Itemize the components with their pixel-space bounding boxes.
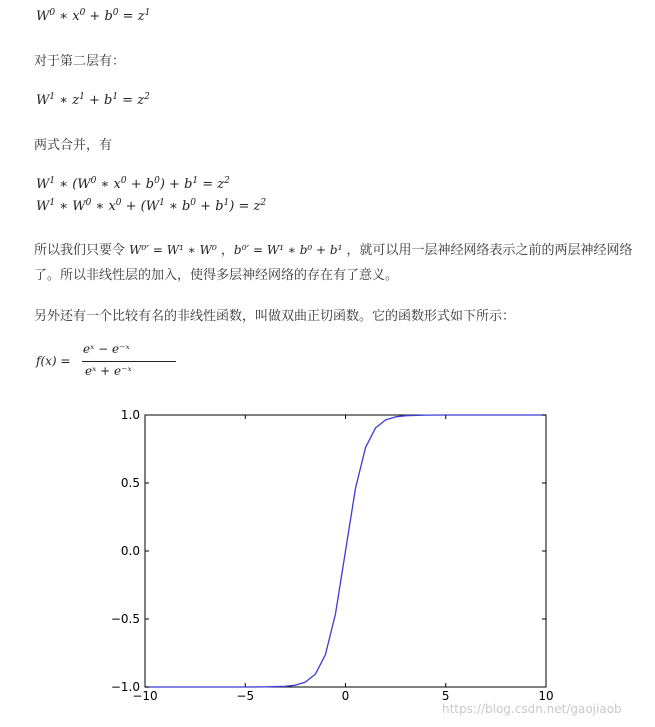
second-layer-text: 对于第二层有： bbox=[34, 54, 126, 69]
equation-layer1: $W^1$ ∗ $z^1 + b^1 = z^2$ bbox=[36, 92, 150, 108]
paragraph-tanh-intro: 另外还有一个比较有名的非线性函数，叫做双曲正切函数。它的函数形式如下所示： bbox=[34, 309, 516, 324]
formula-numerator: eˣ − e⁻ˣ bbox=[83, 342, 130, 356]
paragraph-merge-explanation: 所以我们只要令 W⁰′ = W¹ ∗ W⁰ ，b⁰′ = W¹ ∗ b⁰ + b¹ ，就可以用一层神经网络表示之前的两层神经网络了。所以非线性层的加入，使得多层神经网络的存在有了意义。 bbox=[34, 243, 633, 283]
x-tick-label: 5 bbox=[441, 689, 450, 703]
y-tick-label: 1.0 bbox=[120, 408, 140, 422]
equation-layer0: $W^0$ ∗ $x^0 + b^0 = z^1$ bbox=[36, 8, 151, 24]
x-tick-label: −5 bbox=[236, 689, 255, 703]
equation-combined-2: $W^1$ ∗ $W^0$ ∗ $x^0 + (W^1$ ∗ $b^0 + b^1) = z^2$ bbox=[36, 198, 267, 214]
y-tick-label: 0.0 bbox=[120, 544, 140, 558]
y-tick-label: 0.5 bbox=[120, 476, 140, 490]
formula-lhs: f(x) = bbox=[36, 354, 71, 368]
x-tick-label: −10 bbox=[132, 689, 158, 703]
watermark: https://blog.csdn.net/gaojiaob bbox=[442, 702, 622, 716]
y-tick-label: −0.5 bbox=[110, 612, 140, 626]
y-tick-label: −1.0 bbox=[110, 680, 140, 694]
x-tick-label: 0 bbox=[341, 689, 350, 703]
equation-combined-1: $W^1$ ∗ ($W^0$ ∗ $x^0 + b^0) + b^1 = z^2$ bbox=[36, 176, 230, 192]
inline-formula-b: b⁰′ = W¹ ∗ b⁰ + b¹ bbox=[233, 243, 343, 257]
formula-denominator: eˣ + e⁻ˣ bbox=[85, 364, 132, 378]
merge-text: 两式合并，有 bbox=[34, 138, 113, 153]
x-tick-label: 10 bbox=[538, 689, 554, 703]
inline-formula-w: W⁰′ = W¹ ∗ W⁰ bbox=[129, 243, 217, 257]
series-line-0 bbox=[145, 415, 546, 687]
